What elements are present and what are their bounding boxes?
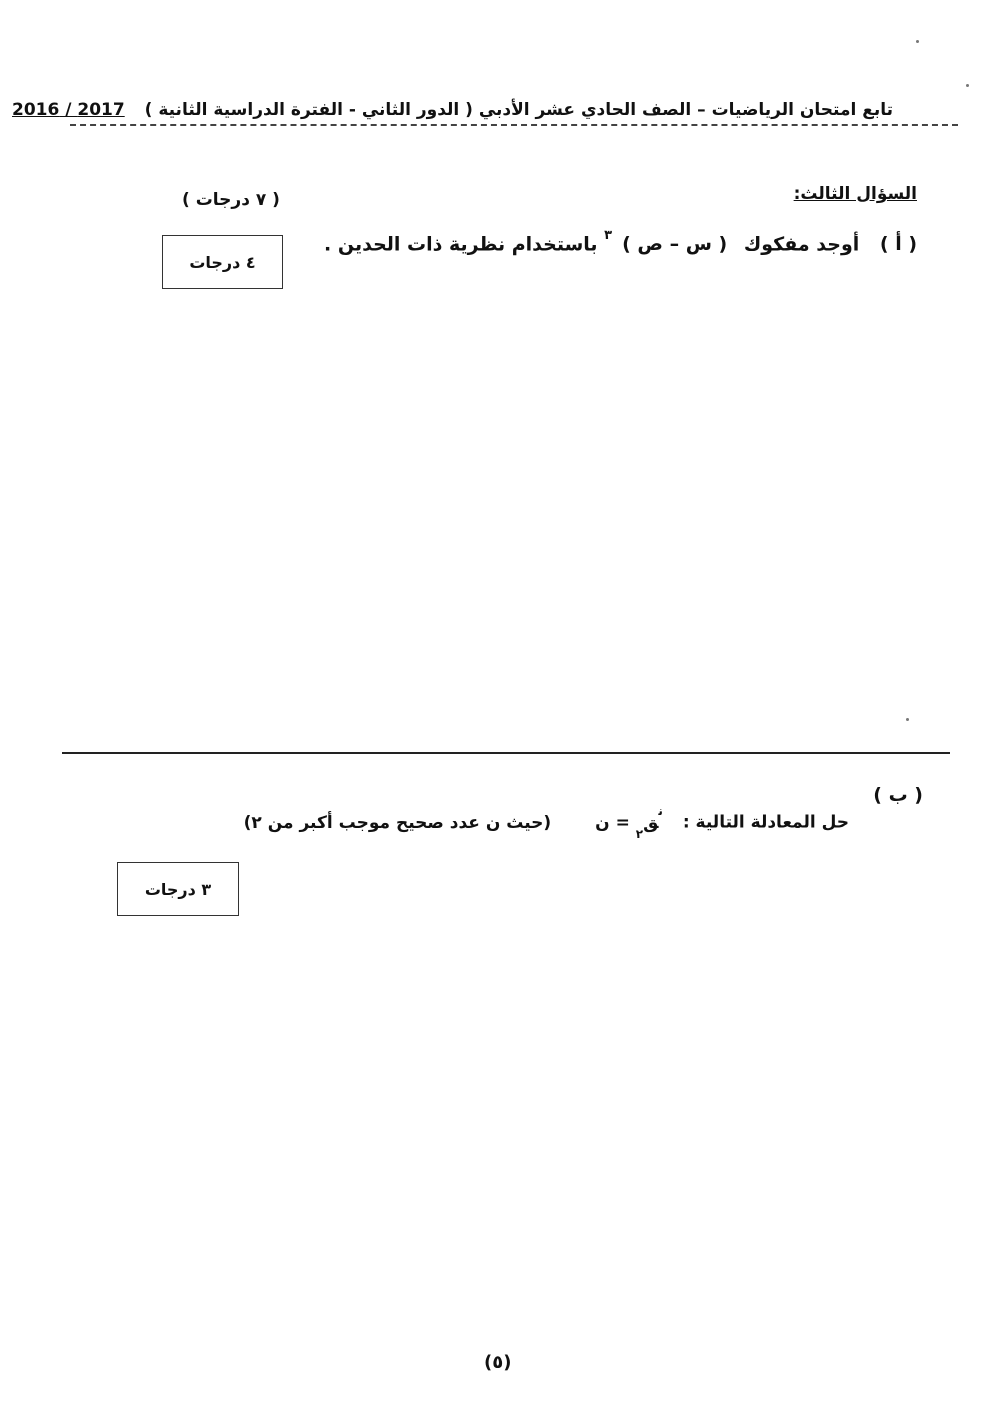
part-a-label: ( أ ) bbox=[879, 233, 917, 256]
header-title: تابع امتحان الرياضيات – الصف الحادي عشر الأدبي ( الدور الثاني - الفترة الدراسية الثانية ) bbox=[144, 100, 893, 120]
part-b-prompt bbox=[244, 800, 849, 845]
part-a-marks-box bbox=[162, 235, 283, 289]
page-number: (٥) bbox=[484, 1352, 512, 1373]
part-a-prompt bbox=[324, 228, 917, 256]
header-divider bbox=[70, 124, 958, 126]
part-b-label: ( ب ) bbox=[873, 784, 923, 806]
section-divider bbox=[62, 752, 950, 754]
part-b-equation bbox=[595, 804, 663, 842]
part-b-marks-box bbox=[117, 862, 239, 916]
part-a-text-after: باستخدام نظرية ذات الحدين . bbox=[324, 233, 598, 256]
scan-speck bbox=[916, 40, 919, 43]
equation-superscript: ن bbox=[658, 804, 663, 818]
equation-subscript: ٢ bbox=[635, 827, 644, 842]
scan-speck bbox=[906, 718, 909, 721]
part-a-marks: ٤ درجات bbox=[189, 252, 256, 272]
equation-letter: ق bbox=[643, 812, 659, 833]
part-a-exponent: ٣ bbox=[604, 228, 613, 243]
part-a-expression: ( س – ص ) bbox=[622, 233, 728, 256]
part-b-marks: ٣ درجات bbox=[144, 879, 212, 899]
part-b-text: حل المعادلة التالية : bbox=[682, 812, 849, 833]
part-b-condition: (حيث ن عدد صحيح موجب أكبر من ٢) bbox=[243, 812, 552, 833]
scan-speck bbox=[966, 84, 969, 87]
question-title: السؤال الثالث: bbox=[793, 184, 917, 204]
exam-header bbox=[12, 100, 893, 120]
equation-rhs: = ن bbox=[595, 812, 630, 833]
header-year: 2017 / 2016 bbox=[12, 100, 125, 120]
question-total-marks: ( ٧ درجات ) bbox=[182, 190, 280, 210]
part-a-text-before: أوجد مفكوك bbox=[743, 233, 860, 256]
